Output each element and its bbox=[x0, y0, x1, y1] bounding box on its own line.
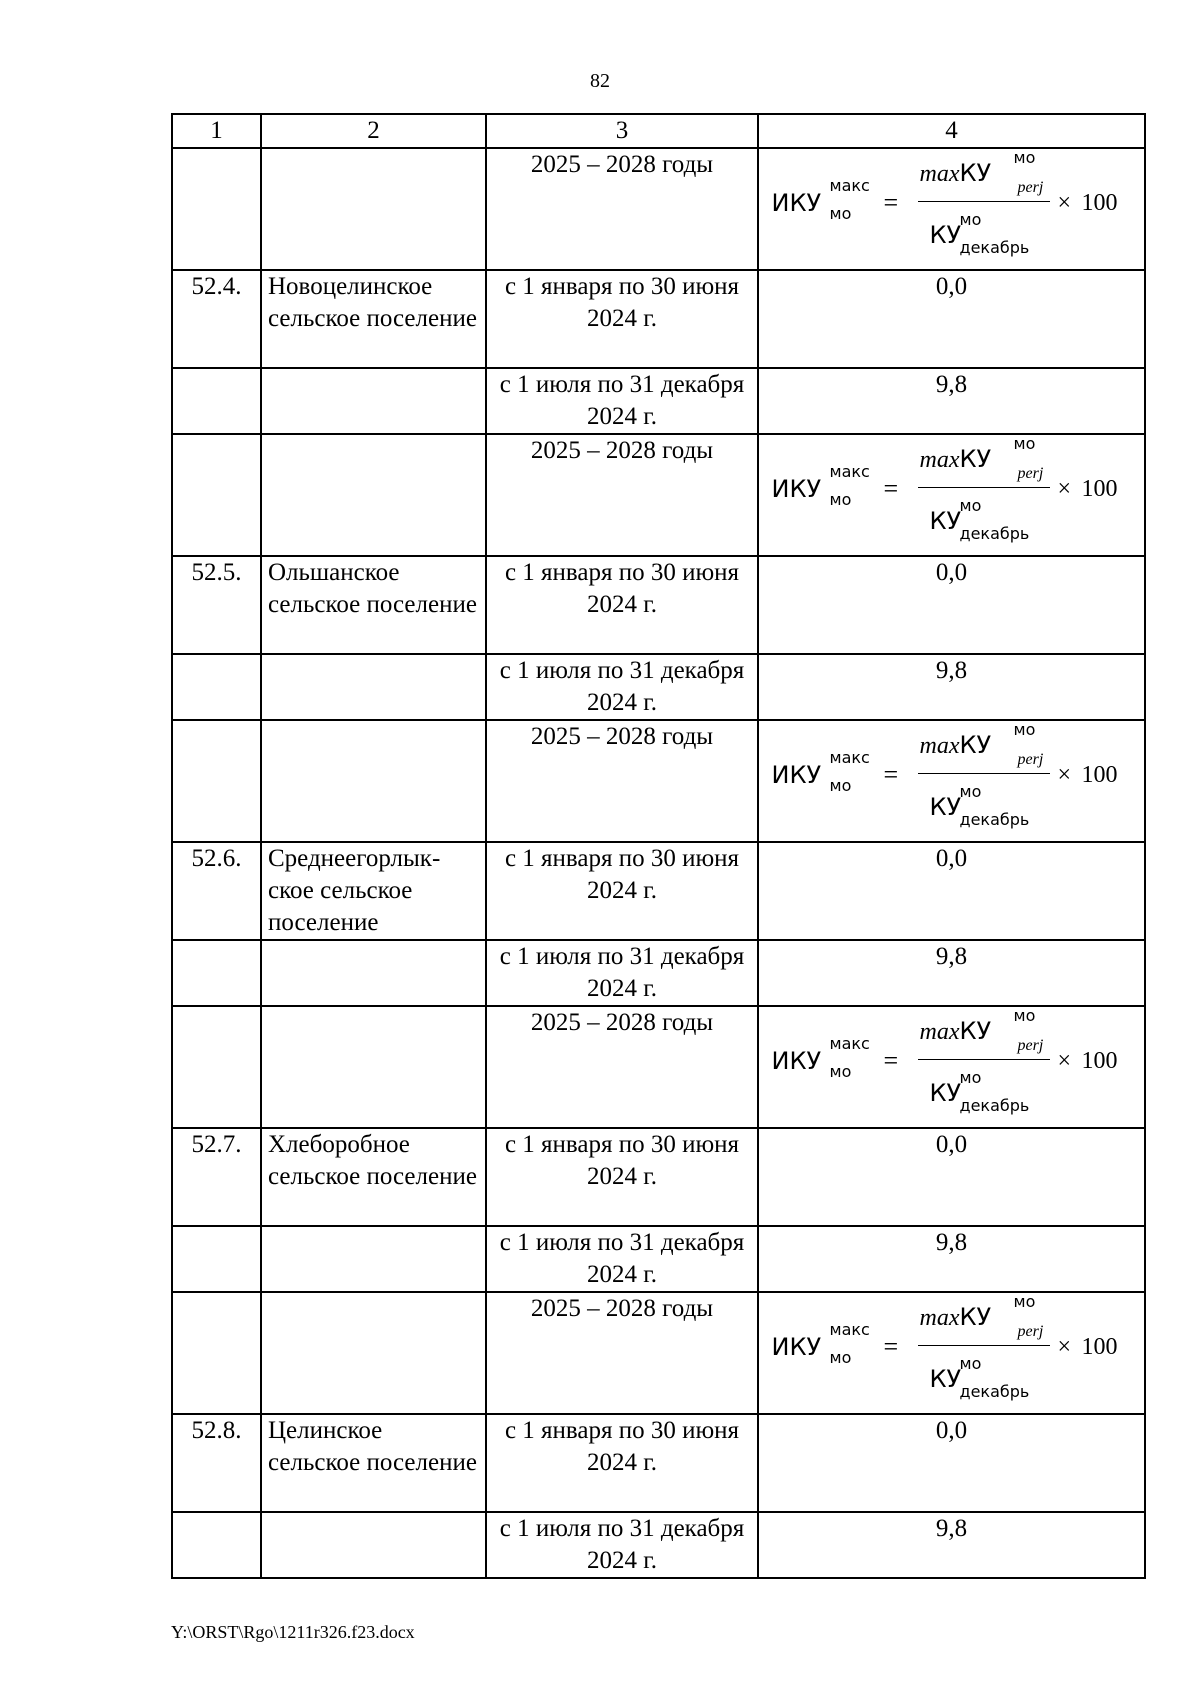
table-row bbox=[172, 842, 1145, 940]
row-number-cell bbox=[172, 720, 261, 842]
row-number-cell bbox=[172, 368, 261, 434]
row-number-cell bbox=[172, 654, 261, 720]
formula-lhs-sup: макс bbox=[829, 176, 870, 195]
settlement-name-cell bbox=[261, 720, 486, 842]
index-value-cell: 9,8 bbox=[758, 368, 1145, 434]
settlement-name-cell bbox=[261, 1006, 486, 1128]
index-formula bbox=[772, 147, 1132, 259]
table-row bbox=[172, 1226, 1145, 1292]
formula-numerator bbox=[920, 1017, 992, 1046]
formula-equals: = bbox=[883, 760, 899, 789]
row-number-cell: 52.5. bbox=[172, 556, 261, 654]
formula-den-sub: декабрь bbox=[959, 524, 1030, 543]
formula-den-sup: мо bbox=[959, 1354, 982, 1373]
period-cell: 2025 – 2028 годы bbox=[486, 720, 758, 842]
table-row bbox=[172, 148, 1145, 270]
formula-fraction-bar bbox=[918, 1345, 1050, 1346]
formula-den-sub: декабрь bbox=[959, 810, 1030, 829]
formula-equals: = bbox=[883, 474, 899, 503]
period-cell: с 1 июля по 31 декабря 2024 г. bbox=[486, 1512, 758, 1578]
table-row bbox=[172, 1414, 1145, 1512]
row-number-cell: 52.8. bbox=[172, 1414, 261, 1512]
formula-den-ku: КУ bbox=[929, 1365, 962, 1393]
formula-lhs-sub: мо bbox=[829, 1062, 852, 1081]
row-number-cell: 52.6. bbox=[172, 842, 261, 940]
table-row bbox=[172, 720, 1145, 842]
formula-equals: = bbox=[883, 188, 899, 217]
table-row bbox=[172, 1292, 1145, 1414]
index-value-cell: 9,8 bbox=[758, 654, 1145, 720]
period-cell: 2025 – 2028 годы bbox=[486, 1006, 758, 1128]
table-row bbox=[172, 1128, 1145, 1226]
settlement-name-cell bbox=[261, 654, 486, 720]
row-number-cell: 52.7. bbox=[172, 1128, 261, 1226]
formula-num-sup: мо bbox=[1013, 720, 1036, 739]
formula-lhs-sub: мо bbox=[829, 1348, 852, 1367]
formula-den-sup: мо bbox=[959, 210, 982, 229]
formula-den-ku: КУ bbox=[929, 221, 962, 249]
formula-num-ku: КУ bbox=[959, 445, 992, 473]
formula-den-sub: декабрь bbox=[959, 1382, 1030, 1401]
formula-den-sub: декабрь bbox=[959, 1096, 1030, 1115]
settlement-name-cell: Хлеборобное сельское поселение bbox=[261, 1128, 486, 1226]
formula-max: max bbox=[919, 447, 960, 473]
formula-lhs-sub: мо bbox=[829, 776, 852, 795]
settlement-name-cell: Новоцелинское сельское поселение bbox=[261, 270, 486, 368]
header-row bbox=[172, 114, 1145, 148]
formula-num-sub: perj bbox=[1017, 465, 1044, 482]
table-row bbox=[172, 434, 1145, 556]
formula-equals: = bbox=[883, 1332, 899, 1361]
table-row bbox=[172, 1512, 1145, 1578]
formula-den-sup: мо bbox=[959, 782, 982, 801]
settlement-name-cell: Целинское сельское поселение bbox=[261, 1414, 486, 1512]
formula-lhs-sub: мо bbox=[829, 490, 852, 509]
formula-fraction-bar bbox=[918, 201, 1050, 202]
formula-den-sub: декабрь bbox=[959, 238, 1030, 257]
formula-fraction-bar bbox=[918, 487, 1050, 488]
formula-num-sub: perj bbox=[1017, 1037, 1044, 1054]
formula-max: max bbox=[919, 1019, 960, 1045]
formula-hundred: 100 bbox=[1081, 1334, 1118, 1360]
formula-lhs: ИКУ bbox=[771, 761, 822, 789]
period-cell: с 1 июля по 31 декабря 2024 г. bbox=[486, 940, 758, 1006]
formula-num-ku: КУ bbox=[959, 1303, 992, 1331]
index-value-cell: 0,0 bbox=[758, 270, 1145, 368]
period-cell: с 1 января по 30 июня 2024 г. bbox=[486, 556, 758, 654]
formula-times: × bbox=[1057, 1048, 1072, 1074]
row-number-cell bbox=[172, 434, 261, 556]
row-number-cell bbox=[172, 1512, 261, 1578]
table-row bbox=[172, 1006, 1145, 1128]
row-number-cell bbox=[172, 940, 261, 1006]
formula-lhs-sup: макс bbox=[829, 1034, 870, 1053]
formula-num-ku: КУ bbox=[959, 1017, 992, 1045]
formula-lhs: ИКУ bbox=[771, 1333, 822, 1361]
period-cell: 2025 – 2028 годы bbox=[486, 1292, 758, 1414]
formula-numerator bbox=[920, 731, 992, 760]
settlement-name-cell bbox=[261, 940, 486, 1006]
index-value-cell: 9,8 bbox=[758, 940, 1145, 1006]
period-cell: с 1 июля по 31 декабря 2024 г. bbox=[486, 368, 758, 434]
index-value-cell: 0,0 bbox=[758, 842, 1145, 940]
index-formula bbox=[772, 719, 1132, 831]
index-formula bbox=[772, 1005, 1132, 1117]
formula-den-sup: мо bbox=[959, 496, 982, 515]
settlement-name-cell bbox=[261, 148, 486, 270]
formula-lhs-sup: макс bbox=[829, 462, 870, 481]
period-cell: 2025 – 2028 годы bbox=[486, 148, 758, 270]
table-row bbox=[172, 940, 1145, 1006]
formula-num-ku: КУ bbox=[959, 731, 992, 759]
period-cell: с 1 января по 30 июня 2024 г. bbox=[486, 1128, 758, 1226]
formula-lhs: ИКУ bbox=[771, 475, 822, 503]
formula-max: max bbox=[919, 733, 960, 759]
index-formula-cell bbox=[758, 434, 1145, 556]
index-formula bbox=[772, 1291, 1132, 1403]
formula-fraction-bar bbox=[918, 1059, 1050, 1060]
formula-num-sup: мо bbox=[1013, 1292, 1036, 1311]
row-number-cell bbox=[172, 1292, 261, 1414]
index-formula bbox=[772, 433, 1132, 545]
formula-num-sup: мо bbox=[1013, 1006, 1036, 1025]
index-value-cell: 0,0 bbox=[758, 1414, 1145, 1512]
formula-num-sup: мо bbox=[1013, 434, 1036, 453]
index-value-cell: 9,8 bbox=[758, 1512, 1145, 1578]
period-cell: с 1 января по 30 июня 2024 г. bbox=[486, 270, 758, 368]
formula-hundred: 100 bbox=[1081, 1048, 1118, 1074]
period-cell: с 1 июля по 31 декабря 2024 г. bbox=[486, 654, 758, 720]
formula-times: × bbox=[1057, 476, 1072, 502]
settlement-name-cell bbox=[261, 434, 486, 556]
formula-num-sub: perj bbox=[1017, 1323, 1044, 1340]
table-row bbox=[172, 270, 1145, 368]
formula-den-sup: мо bbox=[959, 1068, 982, 1087]
header-cell-2: 2 bbox=[261, 114, 486, 148]
formula-num-sub: perj bbox=[1017, 751, 1044, 768]
formula-num-sub: perj bbox=[1017, 179, 1044, 196]
period-cell: 2025 – 2028 годы bbox=[486, 434, 758, 556]
formula-numerator bbox=[920, 1303, 992, 1332]
formula-lhs-sup: макс bbox=[829, 1320, 870, 1339]
settlement-name-cell bbox=[261, 1292, 486, 1414]
settlement-name-cell: Ольшанское сельское поселение bbox=[261, 556, 486, 654]
settlement-name-cell bbox=[261, 1512, 486, 1578]
table-row bbox=[172, 556, 1145, 654]
formula-lhs-sub: мо bbox=[829, 204, 852, 223]
settlement-name-cell bbox=[261, 368, 486, 434]
formula-times: × bbox=[1057, 1334, 1072, 1360]
table-row bbox=[172, 368, 1145, 434]
index-value-cell: 0,0 bbox=[758, 556, 1145, 654]
index-value-cell: 9,8 bbox=[758, 1226, 1145, 1292]
row-number-cell bbox=[172, 1226, 261, 1292]
period-cell: с 1 июля по 31 декабря 2024 г. bbox=[486, 1226, 758, 1292]
index-formula-cell bbox=[758, 720, 1145, 842]
formula-hundred: 100 bbox=[1081, 762, 1118, 788]
formula-den-ku: КУ bbox=[929, 793, 962, 821]
formula-times: × bbox=[1057, 190, 1072, 216]
index-formula-cell bbox=[758, 148, 1145, 270]
formula-den-ku: КУ bbox=[929, 507, 962, 535]
formula-fraction-bar bbox=[918, 773, 1050, 774]
formula-numerator bbox=[920, 445, 992, 474]
file-path-footer: Y:\ORST\Rgo\1211r326.f23.docx bbox=[171, 1622, 415, 1642]
formula-hundred: 100 bbox=[1081, 190, 1118, 216]
settlement-name-cell bbox=[261, 1226, 486, 1292]
formula-equals: = bbox=[883, 1046, 899, 1075]
page-number: 82 bbox=[590, 70, 610, 92]
settlement-name-cell: Среднеегорлык-ское сельское поселение bbox=[261, 842, 486, 940]
index-formula-cell bbox=[758, 1006, 1145, 1128]
row-number-cell bbox=[172, 148, 261, 270]
period-cell: с 1 января по 30 июня 2024 г. bbox=[486, 1414, 758, 1512]
formula-hundred: 100 bbox=[1081, 476, 1118, 502]
formula-num-sup: мо bbox=[1013, 148, 1036, 167]
index-formula-cell bbox=[758, 1292, 1145, 1414]
formula-lhs: ИКУ bbox=[771, 1047, 822, 1075]
formula-max: max bbox=[919, 161, 960, 187]
row-number-cell bbox=[172, 1006, 261, 1128]
formula-lhs: ИКУ bbox=[771, 189, 822, 217]
formula-numerator bbox=[920, 159, 992, 188]
formula-times: × bbox=[1057, 762, 1072, 788]
formula-max: max bbox=[919, 1305, 960, 1331]
table-row bbox=[172, 654, 1145, 720]
formula-lhs-sup: макс bbox=[829, 748, 870, 767]
index-value-cell: 0,0 bbox=[758, 1128, 1145, 1226]
period-cell: с 1 января по 30 июня 2024 г. bbox=[486, 842, 758, 940]
formula-num-ku: КУ bbox=[959, 159, 992, 187]
tariff-table bbox=[171, 113, 1146, 1579]
formula-den-ku: КУ bbox=[929, 1079, 962, 1107]
row-number-cell: 52.4. bbox=[172, 270, 261, 368]
header-cell-1: 1 bbox=[172, 114, 261, 148]
header-cell-3: 3 bbox=[486, 114, 758, 148]
header-cell-4: 4 bbox=[758, 114, 1145, 148]
